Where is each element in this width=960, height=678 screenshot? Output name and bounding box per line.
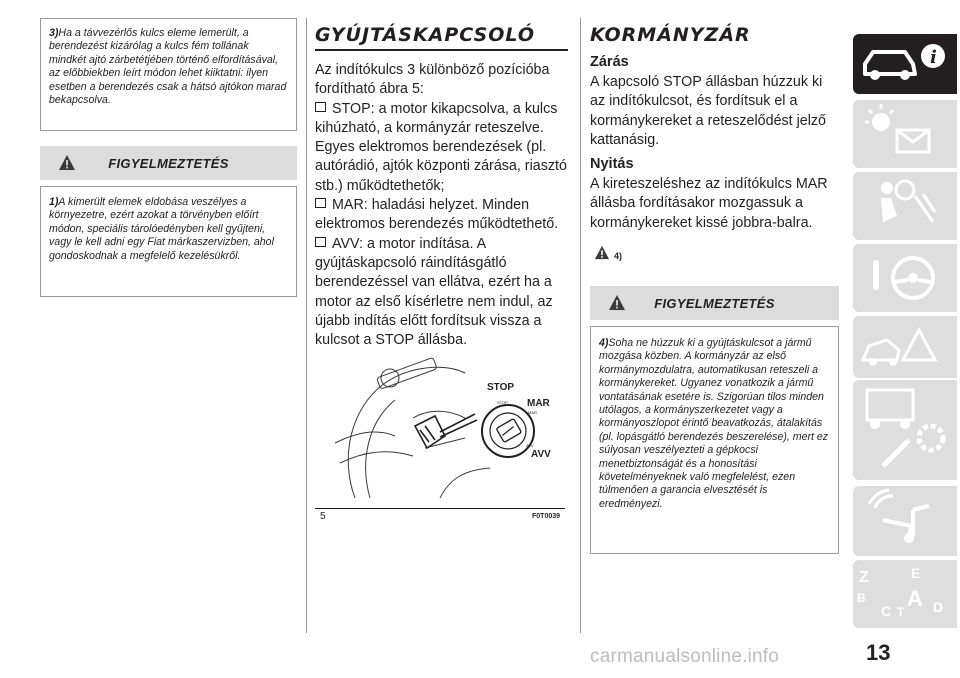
label-avv: AVV	[531, 449, 551, 460]
svg-text:D: D	[933, 599, 944, 615]
note-3-text: 3)Ha a távvezérlős kulcs eleme lemerült, a berendezést kizárólag a kulcs fém tollának mindkét ajtó zárbetétjében történő elfordításával, az előbbiekben leírt módon lehet kiiktatni: ilyen esetben a berendezés csak a hátsó ajtókon marad bekapcsolva.	[49, 27, 287, 107]
tab-emergency[interactable]	[853, 316, 957, 378]
note-3-number: 3)	[49, 27, 59, 39]
warning-4-number: 4)	[599, 337, 609, 349]
warning-4-text: 4)Soha ne húzzuk ki a gyújtáskulcsot a jármű mozgása közben. A kormányzár az első kormánymozdulatra, automatikusan reteszeli a kormánykereket. Ugyanez vonatkozik a jármű vontatásának esetére is. Szigorúan tilos minden utólagos, a kormányszerkezetet vagy a kormányoszlopot érintő beavatkozás, átalakítás (pl. lopásgátló berendezés beszerelése), mert ez súlyosan veszélyezteti a gépkocsi menetbiztonságát és a honosítási követelményeknek való megfelelést, ezen túlmenően a garancia elvesztését is eredményezi.	[599, 337, 829, 510]
tab-maintenance[interactable]	[853, 380, 957, 480]
warning-reference-number: 4)	[614, 251, 623, 262]
svg-text:AVV: AVV	[526, 443, 534, 448]
intro-text: Az indítókulcs 3 különböző pozícióba fordítható ábra 5:	[315, 62, 550, 98]
svg-text:STOP: STOP	[497, 400, 508, 405]
subheading-open: Nyitás	[590, 156, 634, 173]
title-underline	[315, 49, 568, 51]
alphabetical-index-icon	[853, 560, 957, 628]
ignition-switch-figure	[315, 348, 565, 509]
ignition-section	[315, 24, 568, 350]
label-mar: MAR	[527, 398, 550, 409]
svg-text:B: B	[857, 591, 866, 605]
svg-text:Z: Z	[859, 569, 869, 586]
warning-1-number: 1)	[49, 196, 59, 208]
figure-code: F0T0039	[532, 513, 561, 520]
warning-title-left: FIGYELMEZTETÉS	[108, 155, 229, 171]
car-info-icon	[853, 34, 957, 94]
steering-lock-section	[590, 24, 840, 267]
warning-header-right	[590, 286, 839, 320]
svg-text:i: i	[930, 47, 937, 68]
label-stop: STOP	[487, 382, 515, 393]
svg-text:T: T	[897, 605, 905, 619]
tab-multimedia[interactable]	[853, 486, 957, 556]
warning-icon	[58, 154, 76, 171]
warning-icon	[594, 245, 610, 260]
warning-reference	[590, 241, 840, 267]
seat-airbag-icon	[853, 172, 957, 240]
svg-text:MAR: MAR	[528, 410, 537, 415]
checkbox-icon	[315, 102, 326, 112]
warning-header-left	[40, 146, 297, 180]
note-3-box	[40, 18, 297, 131]
svg-text:C: C	[881, 603, 892, 619]
svg-text:A: A	[907, 586, 923, 611]
position-avv: AVV: a motor indítása. A gyújtáskapcsoló ráindításgátló berendezéssel van ellátva, ezért ha a motor az első kísérletre nem indul, az újabb indítás előtt fordítsuk vissza a kulcsot a STOP állásba.	[315, 235, 553, 349]
warning-icon	[608, 294, 626, 311]
warning-lights-icon	[853, 100, 957, 168]
tab-safety[interactable]	[853, 172, 957, 240]
warning-1-box	[40, 186, 297, 297]
position-stop: STOP: a motor kikapcsolva, a kulcs kihúzható, a kormányzár reteszelve. Egyes elektromos berendezések (pl. autórádió, ajtók központi zárása, riasztó stb.) működtethetők;	[315, 100, 567, 194]
warning-1-text: 1)A kimerült elemek eldobása veszélyes a környezetre, ezért azokat a törvényben előírt módon, speciális tárolóedényben kell gyűjteni, vagy le kell adni egy Fiat márkaszervizben, ahol gondoskodnak a megfelelő kezelésükről.	[49, 196, 274, 262]
watermark: carmanualsonline.info	[590, 646, 780, 667]
column-divider-2	[580, 18, 581, 633]
figure-number: 5	[320, 511, 326, 522]
service-tools-icon	[853, 380, 957, 480]
open-text: A kireteszeléshez az indítókulcs MAR állásba fordításakor mozgassuk a kormánykereket kissé jobbra-balra.	[590, 176, 828, 231]
tab-warning-lights[interactable]	[853, 100, 957, 168]
page-number: 13	[866, 640, 891, 665]
tab-car-info[interactable]	[853, 34, 957, 94]
position-mar: MAR: haladási helyzet. Minden elektromos berendezés működtethető.	[315, 197, 559, 233]
section-title-steering-lock: KORMÁNYZÁR	[590, 24, 751, 46]
crash-icon	[853, 316, 957, 378]
steering-key-icon	[853, 244, 957, 312]
checkbox-icon	[315, 198, 326, 208]
svg-text:E: E	[911, 565, 921, 581]
warning-4-box	[590, 326, 839, 554]
checkbox-icon	[315, 237, 326, 247]
subheading-close: Zárás	[590, 54, 629, 70]
warning-title-right: FIGYELMEZTETÉS	[654, 295, 775, 311]
column-divider-1	[306, 18, 307, 633]
close-text: A kapcsoló STOP állásban húzzuk ki az indítókulcsot, és fordítsuk el a kormánykereket a reteszelődést jelző kattanásig.	[590, 74, 827, 148]
multimedia-icon	[853, 486, 957, 556]
section-title-ignition: GYÚJTÁSKAPCSOLÓ	[315, 24, 535, 46]
ignition-illustration	[315, 348, 565, 508]
tab-driving[interactable]	[853, 244, 957, 312]
tab-index[interactable]	[853, 560, 957, 628]
